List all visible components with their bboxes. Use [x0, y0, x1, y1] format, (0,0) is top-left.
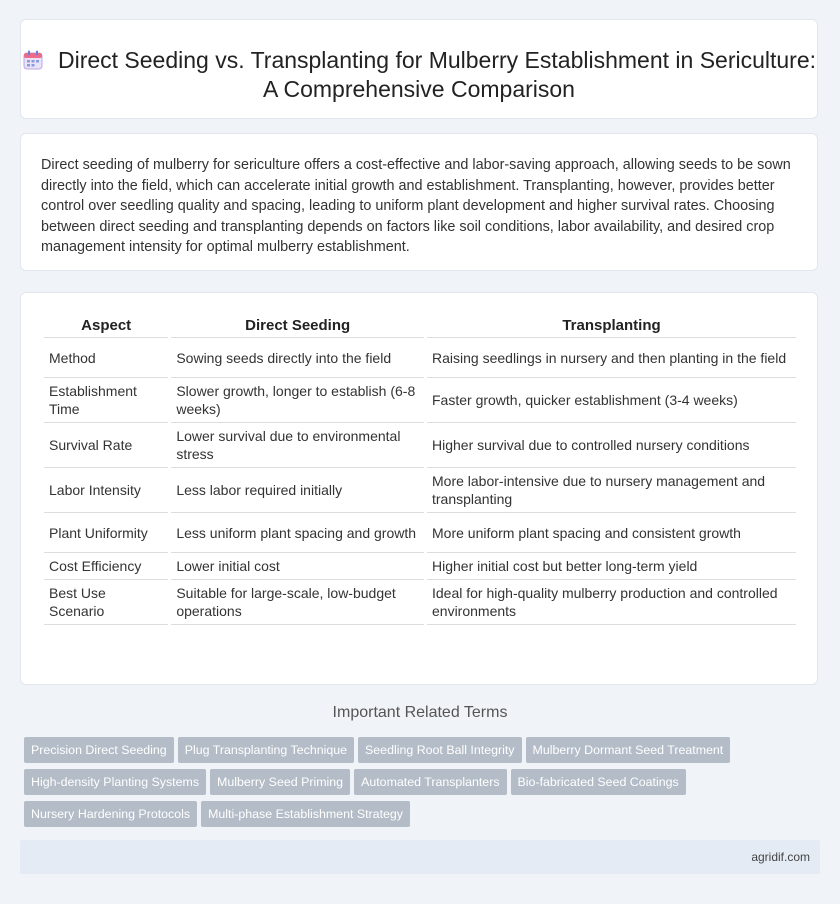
- cell-aspect: Survival Rate: [44, 423, 168, 468]
- related-term-tag[interactable]: Multi-phase Establishment Strategy: [201, 801, 410, 827]
- calendar-icon: [22, 49, 44, 71]
- related-term-tag[interactable]: Plug Transplanting Technique: [178, 737, 354, 763]
- cell-direct-seeding: Lower initial cost: [171, 553, 424, 580]
- cell-transplanting: Faster growth, quicker establishment (3-4 weeks): [427, 378, 796, 423]
- cell-aspect: Method: [44, 338, 168, 378]
- related-term-tag[interactable]: High-density Planting Systems: [24, 769, 206, 795]
- comparison-table: [41, 314, 799, 625]
- cell-direct-seeding: Less uniform plant spacing and growth: [171, 513, 424, 553]
- cell-transplanting: Raising seedlings in nursery and then planting in the field: [427, 338, 796, 378]
- related-term-tag[interactable]: Mulberry Seed Priming: [210, 769, 350, 795]
- cell-transplanting: More uniform plant spacing and consistent growth: [427, 513, 796, 553]
- table-row: [44, 553, 796, 580]
- cell-transplanting: Ideal for high-quality mulberry production and controlled environments: [427, 580, 796, 625]
- related-term-tag[interactable]: Seedling Root Ball Integrity: [358, 737, 521, 763]
- related-terms-list: [24, 737, 814, 833]
- header-transplanting: Transplanting: [427, 314, 796, 338]
- intro-paragraph: Direct seeding of mulberry for sericulture offers a cost-effective and labor-saving approach, allowing seeds to be sown directly into the field, which can accelerate initial growth and establishment. Transplanting, however, provides better control over seedling quality and spacing, leading to uniform plant development and higher survival rates. Choosing between direct seeding and transplanting depends on factors like soil conditions, labor availability, and desired crop management intensity for optimal mulberry establishment.: [41, 157, 791, 255]
- related-term-tag[interactable]: Nursery Hardening Protocols: [24, 801, 197, 827]
- cell-aspect: Cost Efficiency: [44, 553, 168, 580]
- related-term-tag[interactable]: Automated Transplanters: [354, 769, 506, 795]
- related-term-tag[interactable]: Mulberry Dormant Seed Treatment: [526, 737, 731, 763]
- cell-direct-seeding: Suitable for large-scale, low-budget operations: [171, 580, 424, 625]
- cell-aspect: Best Use Scenario: [44, 580, 168, 625]
- related-term-tag[interactable]: Precision Direct Seeding: [24, 737, 174, 763]
- footer-site-link[interactable]: agridif.com: [751, 850, 810, 864]
- cell-transplanting: More labor-intensive due to nursery management and transplanting: [427, 468, 796, 513]
- cell-transplanting: Higher initial cost but better long-term yield: [427, 553, 796, 580]
- cell-direct-seeding: Lower survival due to environmental stress: [171, 423, 424, 468]
- page-title-wrap: [21, 46, 817, 104]
- table-row: [44, 513, 796, 553]
- comparison-table-card: [20, 292, 818, 685]
- related-term-tag[interactable]: Bio-fabricated Seed Coatings: [511, 769, 686, 795]
- table-row: [44, 580, 796, 625]
- header-direct-seeding: Direct Seeding: [171, 314, 424, 338]
- table-header-row: [44, 314, 796, 338]
- cell-direct-seeding: Less labor required initially: [171, 468, 424, 513]
- footer: [20, 840, 820, 874]
- cell-aspect: Establishment Time: [44, 378, 168, 423]
- page-title: Direct Seeding vs. Transplanting for Mulberry Establishment in Sericulture: A Comprehensive Comparison: [57, 47, 817, 102]
- table-row: [44, 468, 796, 513]
- cell-transplanting: Higher survival due to controlled nursery conditions: [427, 423, 796, 468]
- table-row: [44, 338, 796, 378]
- header-aspect: Aspect: [44, 314, 168, 338]
- cell-aspect: Plant Uniformity: [44, 513, 168, 553]
- intro-card: [20, 133, 818, 271]
- cell-aspect: Labor Intensity: [44, 468, 168, 513]
- cell-direct-seeding: Sowing seeds directly into the field: [171, 338, 424, 378]
- cell-direct-seeding: Slower growth, longer to establish (6-8 weeks): [171, 378, 424, 423]
- table-row: [44, 423, 796, 468]
- related-terms-heading: Important Related Terms: [332, 704, 508, 721]
- table-row: [44, 378, 796, 423]
- title-card: [20, 19, 818, 119]
